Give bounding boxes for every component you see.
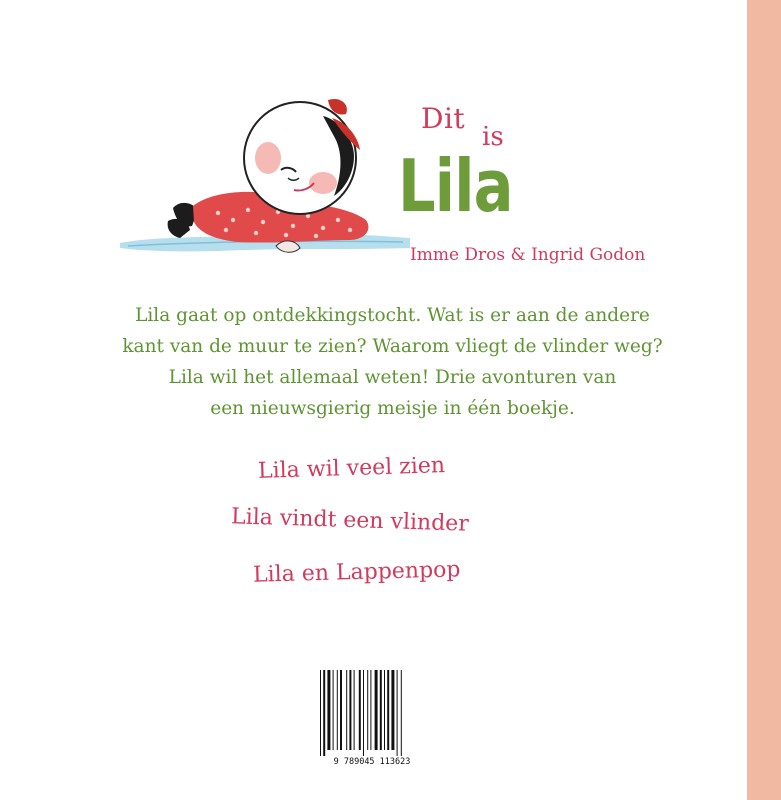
- barcode-bar: [401, 670, 402, 756]
- blurb-line: kant van de muur te zien? Waarom vliegt de vlinder weg?: [122, 336, 663, 357]
- barcode-bar: [387, 670, 389, 750]
- barcode-bar: [354, 670, 355, 750]
- blurb-line: een nieuwsgierig meisje in één boekje.: [210, 398, 575, 419]
- blurb-line: Lila gaat op ontdekkingstocht. Wat is er aan de andere: [135, 305, 650, 326]
- barcode-bar: [323, 670, 325, 756]
- barcode-bar: [370, 670, 371, 750]
- lila-illustration: [118, 88, 418, 273]
- barcode-bar: [327, 670, 330, 750]
- story-title-2: Lila vindt een vlinder: [230, 504, 470, 537]
- spine-strip: [747, 0, 781, 800]
- barcode-bar: [346, 670, 347, 750]
- cover-title-lila: Lila: [398, 144, 513, 228]
- barcode-bar: [367, 670, 368, 750]
- barcode-bar: [340, 670, 342, 750]
- barcode-bar: [359, 670, 361, 750]
- barcode-bar: [337, 670, 338, 750]
- barcode-bar: [391, 670, 394, 750]
- blurb-line: Lila wil het allemaal weten! Drie avonturen van: [168, 367, 617, 388]
- barcode-digits: 9 789045 113623: [333, 757, 411, 767]
- barcode-bar: [375, 670, 378, 750]
- barcode-bar: [380, 670, 382, 750]
- story-title-1: Lila wil veel zien: [257, 453, 446, 484]
- story-title-3: Lila en Lappenpop: [252, 557, 461, 588]
- barcode-bar: [384, 670, 385, 750]
- cover-title-dit: Dit: [421, 102, 466, 135]
- barcode-bar: [363, 670, 364, 756]
- barcode: [312, 668, 432, 768]
- barcode-bar: [320, 670, 321, 756]
- barcode-bar: [333, 670, 334, 750]
- blurb-text: [40, 300, 745, 424]
- barcode-bar: [397, 670, 398, 756]
- cover-title-is: is: [482, 122, 504, 152]
- barcode-bar: [349, 670, 351, 750]
- cover-authors: Imme Dros & Ingrid Godon: [410, 245, 646, 265]
